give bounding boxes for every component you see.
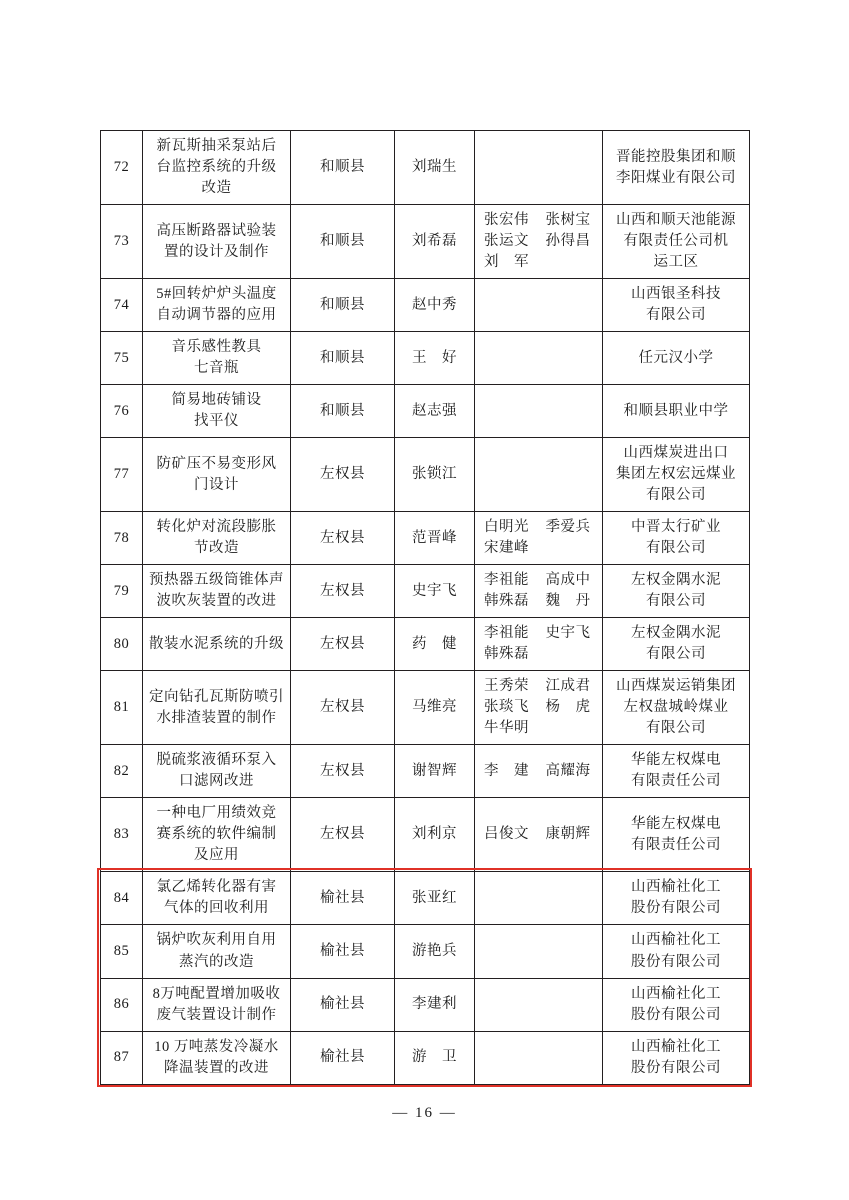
project-members: 李祖能 史宇飞 韩殊磊: [475, 618, 603, 671]
county-unit: 左权县: [291, 438, 395, 512]
table-row: [101, 385, 750, 438]
table-row: [101, 332, 750, 385]
organization-name: 山西榆社化工 股份有限公司: [603, 978, 750, 1031]
row-number: 73: [101, 205, 143, 279]
row-number: 85: [101, 925, 143, 978]
project-members: 李 建 高耀海: [475, 745, 603, 798]
project-members: [475, 925, 603, 978]
row-number: 80: [101, 618, 143, 671]
project-title: 一种电厂用绩效竞 赛系统的软件编制 及应用: [143, 798, 291, 872]
project-members: 白明光 季爱兵 宋建峰: [475, 512, 603, 565]
project-leader: 刘希磊: [395, 205, 475, 279]
project-title: 新瓦斯抽采泵站后 台监控系统的升级 改造: [143, 131, 291, 205]
table-row: [101, 565, 750, 618]
project-title: 锅炉吹灰利用自用 蒸汽的改造: [143, 925, 291, 978]
county-unit: 和顺县: [291, 279, 395, 332]
county-unit: 左权县: [291, 745, 395, 798]
organization-name: 山西煤炭进出口 集团左权宏远煤业 有限公司: [603, 438, 750, 512]
table-row: [101, 618, 750, 671]
table-row: [101, 438, 750, 512]
organization-name: 华能左权煤电 有限责任公司: [603, 745, 750, 798]
organization-name: 中晋太行矿业 有限公司: [603, 512, 750, 565]
county-unit: 和顺县: [291, 205, 395, 279]
project-title: 高压断路器试验装 置的设计及制作: [143, 205, 291, 279]
project-title: 8万吨配置增加吸收 废气装置设计制作: [143, 978, 291, 1031]
row-number: 78: [101, 512, 143, 565]
project-members: 王秀荣 江成君 张琰飞 杨 虎 牛华明: [475, 671, 603, 745]
page-number: — 16 —: [392, 1105, 457, 1121]
row-number: 87: [101, 1031, 143, 1084]
row-number: 81: [101, 671, 143, 745]
project-title: 10 万吨蒸发冷凝水 降温装置的改进: [143, 1031, 291, 1084]
project-title: 定向钻孔瓦斯防喷引 水排渣装置的制作: [143, 671, 291, 745]
row-number: 76: [101, 385, 143, 438]
project-title: 散装水泥系统的升级: [143, 618, 291, 671]
project-members: [475, 978, 603, 1031]
county-unit: 榆社县: [291, 1031, 395, 1084]
row-number: 79: [101, 565, 143, 618]
project-title: 防矿压不易变形风 门设计: [143, 438, 291, 512]
project-leader: 李建利: [395, 978, 475, 1031]
project-members: [475, 385, 603, 438]
table-row: [101, 745, 750, 798]
project-leader: 游 卫: [395, 1031, 475, 1084]
organization-name: 华能左权煤电 有限责任公司: [603, 798, 750, 872]
project-members: 吕俊文 康朝辉: [475, 798, 603, 872]
table-row: [101, 512, 750, 565]
project-title: 音乐感性教具 七音瓶: [143, 332, 291, 385]
table-row: [101, 925, 750, 978]
project-leader: 游艳兵: [395, 925, 475, 978]
project-leader: 王 好: [395, 332, 475, 385]
table-row: [101, 798, 750, 872]
table-row: [101, 1031, 750, 1084]
project-leader: 刘瑞生: [395, 131, 475, 205]
row-number: 86: [101, 978, 143, 1031]
project-members: 张宏伟 张树宝 张运文 孙得昌 刘 军: [475, 205, 603, 279]
county-unit: 左权县: [291, 798, 395, 872]
county-unit: 左权县: [291, 512, 395, 565]
county-unit: 左权县: [291, 671, 395, 745]
organization-name: 任元汉小学: [603, 332, 750, 385]
project-leader: 张亚红: [395, 872, 475, 925]
project-members: [475, 131, 603, 205]
organization-name: 晋能控股集团和顺 李阳煤业有限公司: [603, 131, 750, 205]
project-leader: 谢智辉: [395, 745, 475, 798]
county-unit: 榆社县: [291, 978, 395, 1031]
table-row: [101, 131, 750, 205]
organization-name: 左权金隅水泥 有限公司: [603, 565, 750, 618]
project-leader: 马维亮: [395, 671, 475, 745]
project-leader: 药 健: [395, 618, 475, 671]
projects-table-body: [101, 131, 750, 1085]
organization-name: 山西和顺天池能源 有限责任公司机 运工区: [603, 205, 750, 279]
projects-table: [100, 130, 750, 1085]
project-title: 预热器五级筒锥体声 波吹灰装置的改进: [143, 565, 291, 618]
project-title: 氯乙烯转化器有害 气体的回收利用: [143, 872, 291, 925]
table-row: [101, 279, 750, 332]
organization-name: 山西榆社化工 股份有限公司: [603, 872, 750, 925]
project-title: 转化炉对流段膨胀 节改造: [143, 512, 291, 565]
county-unit: 左权县: [291, 618, 395, 671]
organization-name: 山西榆社化工 股份有限公司: [603, 1031, 750, 1084]
county-unit: 和顺县: [291, 332, 395, 385]
row-number: 74: [101, 279, 143, 332]
project-title: 简易地砖铺设 找平仪: [143, 385, 291, 438]
project-members: 李祖能 高成中 韩殊磊 魏 丹: [475, 565, 603, 618]
organization-name: 和顺县职业中学: [603, 385, 750, 438]
organization-name: 山西银圣科技 有限公司: [603, 279, 750, 332]
county-unit: 榆社县: [291, 872, 395, 925]
project-leader: 刘利京: [395, 798, 475, 872]
project-members: [475, 332, 603, 385]
projects-table-container: [100, 130, 749, 1085]
row-number: 83: [101, 798, 143, 872]
row-number: 75: [101, 332, 143, 385]
row-number: 77: [101, 438, 143, 512]
project-leader: 史宇飞: [395, 565, 475, 618]
organization-name: 山西煤炭运销集团 左权盘城岭煤业 有限公司: [603, 671, 750, 745]
project-members: [475, 872, 603, 925]
county-unit: 和顺县: [291, 385, 395, 438]
project-leader: 范晋峰: [395, 512, 475, 565]
project-members: [475, 1031, 603, 1084]
row-number: 82: [101, 745, 143, 798]
project-leader: 赵志强: [395, 385, 475, 438]
organization-name: 山西榆社化工 股份有限公司: [603, 925, 750, 978]
organization-name: 左权金隅水泥 有限公司: [603, 618, 750, 671]
row-number: 72: [101, 131, 143, 205]
project-title: 5#回转炉炉头温度 自动调节器的应用: [143, 279, 291, 332]
table-row: [101, 872, 750, 925]
project-leader: 张锁江: [395, 438, 475, 512]
project-members: [475, 279, 603, 332]
project-leader: 赵中秀: [395, 279, 475, 332]
table-row: [101, 978, 750, 1031]
project-members: [475, 438, 603, 512]
table-row: [101, 671, 750, 745]
county-unit: 左权县: [291, 565, 395, 618]
table-row: [101, 205, 750, 279]
project-title: 脱硫浆液循环泵入 口滤网改进: [143, 745, 291, 798]
county-unit: 和顺县: [291, 131, 395, 205]
row-number: 84: [101, 872, 143, 925]
county-unit: 榆社县: [291, 925, 395, 978]
